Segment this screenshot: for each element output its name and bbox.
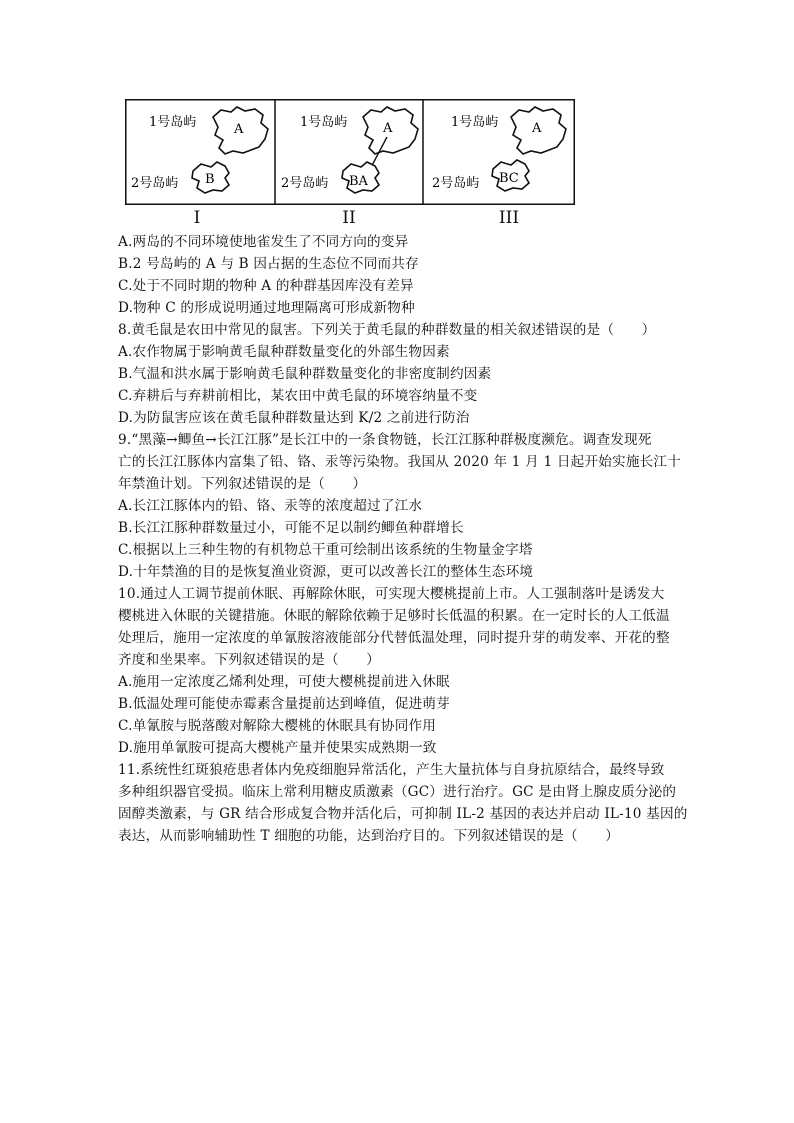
- q10-option-b: B.低温处理可能使赤霉素含量提前达到峰值，促进萌芽: [118, 696, 450, 712]
- panel-1: [131, 107, 268, 193]
- q9-option-b: B.长江江豚种群数量过小，可能不足以制约鲫鱼种群增长: [118, 520, 464, 536]
- q11-stem-line: 固醇类激素，与 GR 结合形成复合物并活化后，可抑制 IL-2 基因的表达并启动 IL-10 基因的: [118, 806, 688, 822]
- q9-option-a: A.长江江豚体内的铅、铬、汞等的浓度超过了江水: [118, 498, 423, 514]
- island-1-label: 1号岛屿: [149, 115, 197, 130]
- q10-stem-line: 齐度和坐果率。下列叙述错误的是（ ）: [118, 652, 381, 668]
- q10-option-c: C.单氰胺与脱落酸对解除大樱桃的休眠具有协同作用: [118, 718, 437, 734]
- species-a-label: A: [234, 122, 244, 137]
- question-text: [118, 231, 688, 847]
- q7-option-a: A.两岛的不同环境使地雀发生了不同方向的变异: [118, 234, 409, 250]
- q7-option-c: C.处于不同时期的物种 A 的种群基因库没有差异: [118, 278, 414, 294]
- q11-stem-line: 表达，从而影响辅助性 T 细胞的功能，达到治疗目的。下列叙述错误的是（ ）: [118, 828, 620, 844]
- species-a-label: A: [383, 121, 393, 136]
- panel-2: [281, 107, 418, 193]
- q10-option-a: A.施用一定浓度乙烯利处理，可使大樱桃提前进入休眠: [118, 674, 450, 690]
- panel-3: [432, 107, 566, 191]
- q8-option-d: D.为防鼠害应该在黄毛鼠种群数量达到 K/2 之前进行防治: [118, 410, 470, 426]
- q11-stem-line: 多种组织器官受损。临床上常利用糖皮质激素（GC）进行治疗。GC 是由肾上腺皮质分泌的: [118, 784, 677, 800]
- q9-option-d: D.十年禁渔的目的是恢复渔业资源，更可以改善长江的整体生态环境: [118, 564, 534, 580]
- species-ba-label: BA: [349, 174, 368, 189]
- q8-option-c: C.弃耕后与弃耕前相比，某农田中黄毛鼠的环境容纳量不变: [118, 388, 478, 404]
- q10-stem-line: 樱桃进入休眠的关键措施。休眠的解除依赖于足够时长低温的积累。在一定时长的人工低温: [118, 608, 670, 624]
- q10-stem-line: 10.通过人工调节提前休眠、再解除休眠，可实现大樱桃提前上市。人工强制落叶是诱发大: [118, 586, 665, 602]
- panel-label-1: I: [193, 208, 201, 228]
- panel-label-3: III: [498, 208, 520, 228]
- island-2-label: 2号岛屿: [131, 176, 179, 191]
- island-1-label: 1号岛屿: [451, 115, 499, 130]
- island-1-label: 1号岛屿: [300, 115, 348, 130]
- q7-option-d: D.物种 C 的形成说明通过地理隔离可形成新物种: [118, 300, 415, 316]
- q9-stem-line: 亡的长江江豚体内富集了铅、铬、汞等污染物。我国从 2020 年 1 月 1 日起开始实施长江十: [118, 454, 681, 470]
- species-b-label: B: [205, 172, 215, 187]
- island-figure: [125, 99, 575, 205]
- q7-option-b: B.2 号岛屿的 A 与 B 因占据的生态位不同而共存: [118, 256, 419, 272]
- island-2-label: 2号岛屿: [432, 176, 480, 191]
- species-a-label: A: [532, 121, 542, 136]
- island-2-label: 2号岛屿: [281, 176, 329, 191]
- q8-stem: 8.黄毛鼠是农田中常见的鼠害。下列关于黄毛鼠的种群数量的相关叙述错误的是（ ）: [118, 322, 656, 338]
- q11-stem-line: 11.系统性红斑狼疮患者体内免疫细胞异常活化，产生大量抗体与自身抗原结合，最终导致: [118, 762, 665, 778]
- panel-label-2: II: [342, 208, 356, 228]
- q10-stem-line: 处理后，施用一定浓度的单氰胺溶液能部分代替低温处理，同时提升芽的萌发率、开花的整: [118, 630, 670, 646]
- q9-stem-line: 年禁渔计划。下列叙述错误的是（ ）: [118, 476, 367, 492]
- q9-stem-line: 9.“黑藻→鲫鱼→长江江豚”是长江中的一条食物链，长江江豚种群极度濒危。调查发现死: [118, 432, 652, 448]
- island-figure-svg: [125, 99, 575, 205]
- q8-option-b: B.气温和洪水属于影响黄毛鼠种群数量变化的非密度制约因素: [118, 366, 492, 382]
- q9-option-c: C.根据以上三种生物的有机物总干重可绘制出该系统的生物量金字塔: [118, 542, 533, 558]
- q8-option-a: A.农作物属于影响黄毛鼠种群数量变化的外部生物因素: [118, 344, 450, 360]
- q10-option-d: D.施用单氰胺可提高大樱桃产量并使果实成熟期一致: [118, 740, 437, 756]
- panel-labels: [125, 208, 575, 228]
- species-bc-label: BC: [499, 171, 519, 186]
